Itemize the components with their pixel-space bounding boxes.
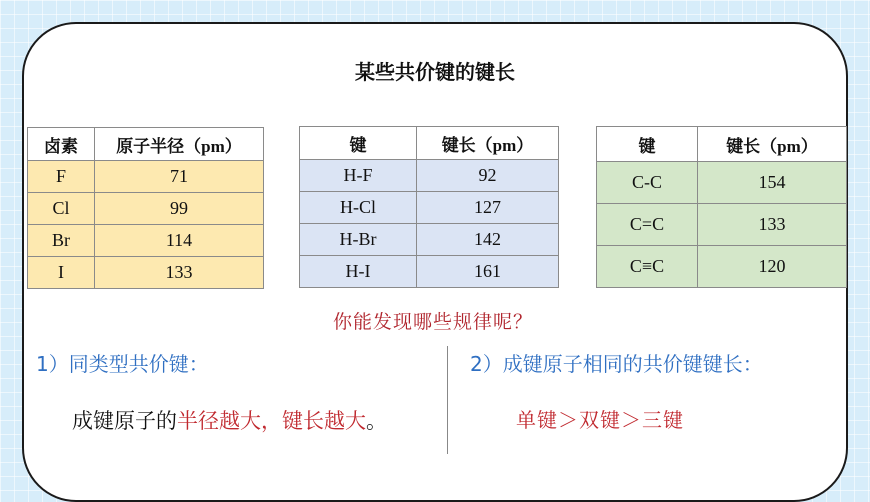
page-title: 某些共价键的键长: [355, 60, 515, 84]
table-cell: 161: [417, 256, 559, 288]
point2-heading: 2）成键原子相同的共价键键长：: [470, 352, 763, 376]
table-row: [597, 246, 847, 288]
column-header: 键: [300, 127, 417, 160]
point1-conclusion: [72, 405, 387, 435]
column-header: 原子半径（pm）: [95, 128, 264, 161]
column-header: 键长（pm）: [417, 127, 559, 160]
table-header-row: [597, 127, 847, 162]
table-cell: C=C: [597, 204, 698, 246]
table-row: [300, 160, 559, 192]
table-cell: 142: [417, 224, 559, 256]
table-row: [28, 225, 264, 257]
table-cell: 127: [417, 192, 559, 224]
discovery-question: 你能发现哪些规律呢？: [333, 311, 534, 333]
table-cell: 154: [698, 162, 847, 204]
point2-conclusion: 单键＞双键＞三键: [516, 408, 684, 432]
table-cell: 92: [417, 160, 559, 192]
table-cell: 133: [95, 257, 264, 289]
table-cell: 114: [95, 225, 264, 257]
table-cell: Cl: [28, 193, 95, 225]
table-cell: 99: [95, 193, 264, 225]
hx-bond-length-table: [299, 126, 559, 288]
table-cell: H-Br: [300, 224, 417, 256]
table-cell: 71: [95, 161, 264, 193]
table-row: [28, 161, 264, 193]
vertical-divider: [447, 346, 448, 454]
table-cell: C-C: [597, 162, 698, 204]
table-cell: H-Cl: [300, 192, 417, 224]
conclusion-emphasis: 半径越大，键长越大: [177, 409, 366, 433]
table-cell: F: [28, 161, 95, 193]
table-header-row: [28, 128, 264, 161]
table-cell: 120: [698, 246, 847, 288]
halogen-radius-table: [27, 127, 264, 289]
table-row: [300, 192, 559, 224]
cc-bond-length-table: [596, 126, 847, 288]
conclusion-punctuation: 。: [366, 409, 387, 433]
table-cell: H-I: [300, 256, 417, 288]
table-header-row: [300, 127, 559, 160]
column-header: 键: [597, 127, 698, 162]
table-cell: 133: [698, 204, 847, 246]
point1-heading: 1）同类型共价键：: [36, 352, 209, 376]
table-row: [300, 224, 559, 256]
column-header: 键长（pm）: [698, 127, 847, 162]
table-row: [597, 204, 847, 246]
table-cell: I: [28, 257, 95, 289]
table-cell: Br: [28, 225, 95, 257]
table-cell: H-F: [300, 160, 417, 192]
table-row: [28, 193, 264, 225]
conclusion-text: 成键原子的: [72, 409, 177, 433]
column-header: 卤素: [28, 128, 95, 161]
table-row: [597, 162, 847, 204]
table-row: [28, 257, 264, 289]
table-row: [300, 256, 559, 288]
table-cell: C≡C: [597, 246, 698, 288]
